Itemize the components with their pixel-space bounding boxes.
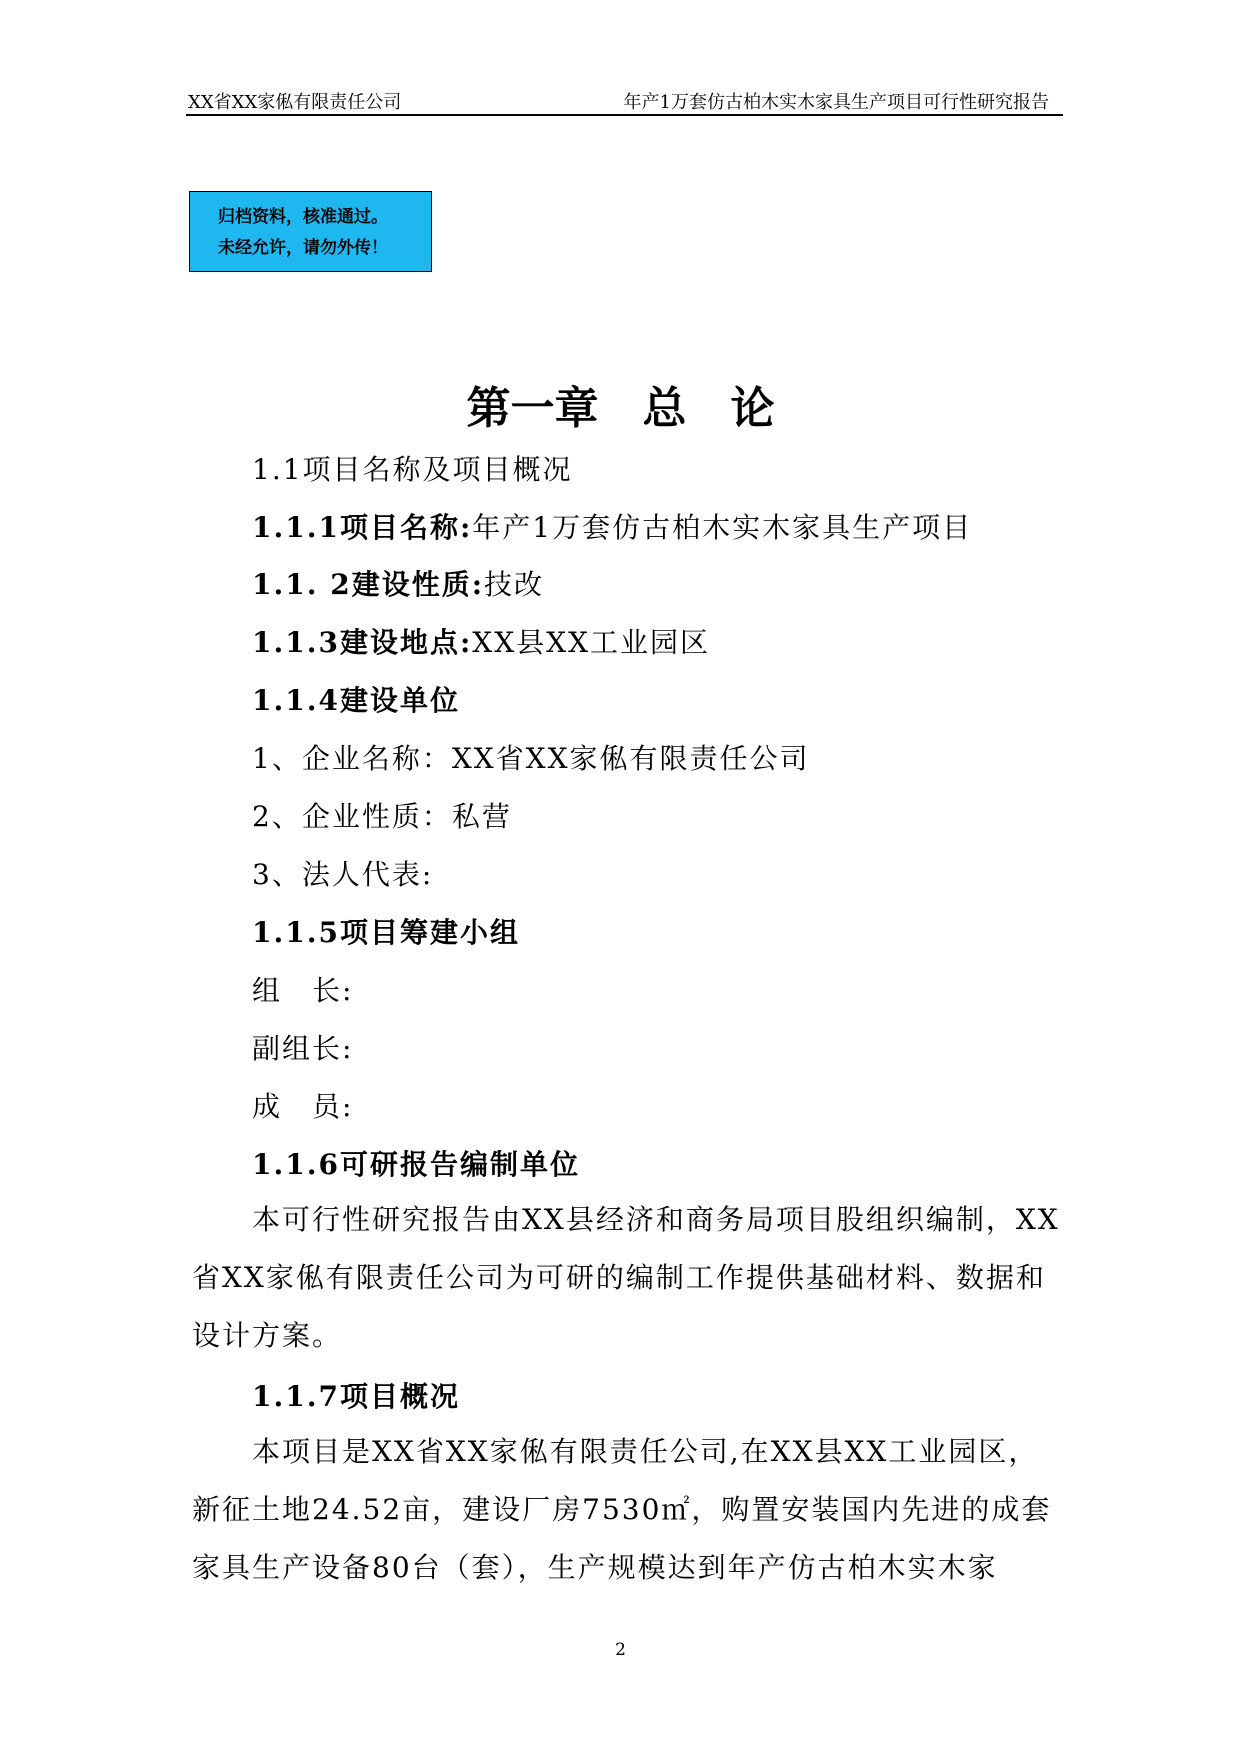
page-header	[186, 86, 1063, 116]
paragraph-compiler-text: 本可行性研究报告由XX县经济和商务局项目股组织编制，XX省XX家俬有限责任公司为可研的编制工作提供基础材料、数据和设计方案。	[192, 1203, 1060, 1352]
chapter-title: 第一章 总 论	[466, 383, 775, 434]
section-1-1-4	[252, 679, 460, 719]
section-1-1-6-heading: 1.1.6可研报告编制单位	[252, 1148, 580, 1181]
section-1-1-3-label: 1.1.3建设地点:	[252, 626, 473, 659]
stamp-line-1: 归档资料，核准通过。	[218, 207, 388, 227]
section-1-1-5-heading: 1.1.5项目筹建小组	[252, 916, 520, 949]
section-1-1-3	[252, 621, 710, 661]
section-1-1-1-value: 年产1万套仿古柏木实木家具生产项目	[472, 511, 973, 544]
header-company: XX省XX家俬有限责任公司	[188, 92, 402, 113]
section-1-1-6	[252, 1143, 580, 1183]
deputy-leader: 副组长:	[252, 1032, 354, 1065]
paragraph-overview	[192, 1423, 1062, 1597]
stamp-line-2: 未经允许，请勿外传！	[218, 238, 388, 258]
section-1-1-2	[252, 563, 544, 603]
header-report-title: 年产1万套仿古柏木实木家具生产项目可行性研究报告	[623, 92, 1049, 113]
paragraph-compiler	[192, 1191, 1062, 1365]
legal-representative: 3、法人代表:	[252, 858, 434, 891]
page-number: 2	[615, 1640, 626, 1660]
group-leader: 组 长:	[252, 974, 354, 1007]
section-1-1-2-value: 技改	[484, 568, 545, 601]
enterprise-name: 1、企业名称：XX省XX家俬有限责任公司	[252, 742, 810, 775]
section-1-1-7-heading: 1.1.7项目概况	[252, 1380, 460, 1413]
section-1-1-1-label: 1.1.1项目名称:	[252, 511, 473, 544]
paragraph-overview-text: 本项目是XX省XX家俬有限责任公司,在XX县XX工业园区，新征土地24.52亩，建设厂房7530㎡，购置安装国内先进的成套家具生产设备80台（套），生产规模达到年产仿古柏木实木家	[192, 1435, 1052, 1584]
section-1-1-1	[252, 506, 972, 546]
section-1-1: 1.1项目名称及项目概况	[252, 453, 573, 486]
section-1-1-4-heading: 1.1.4建设单位	[252, 684, 460, 717]
archive-stamp	[189, 191, 432, 272]
enterprise-type: 2、企业性质：私营	[252, 800, 512, 833]
section-1-1-7	[252, 1375, 460, 1415]
section-1-1-3-value: XX县XX工业园区	[472, 626, 711, 659]
group-members: 成 员:	[252, 1090, 354, 1123]
section-1-1-2-label: 1.1. 2建设性质:	[252, 568, 485, 601]
section-1-1-5	[252, 911, 520, 951]
